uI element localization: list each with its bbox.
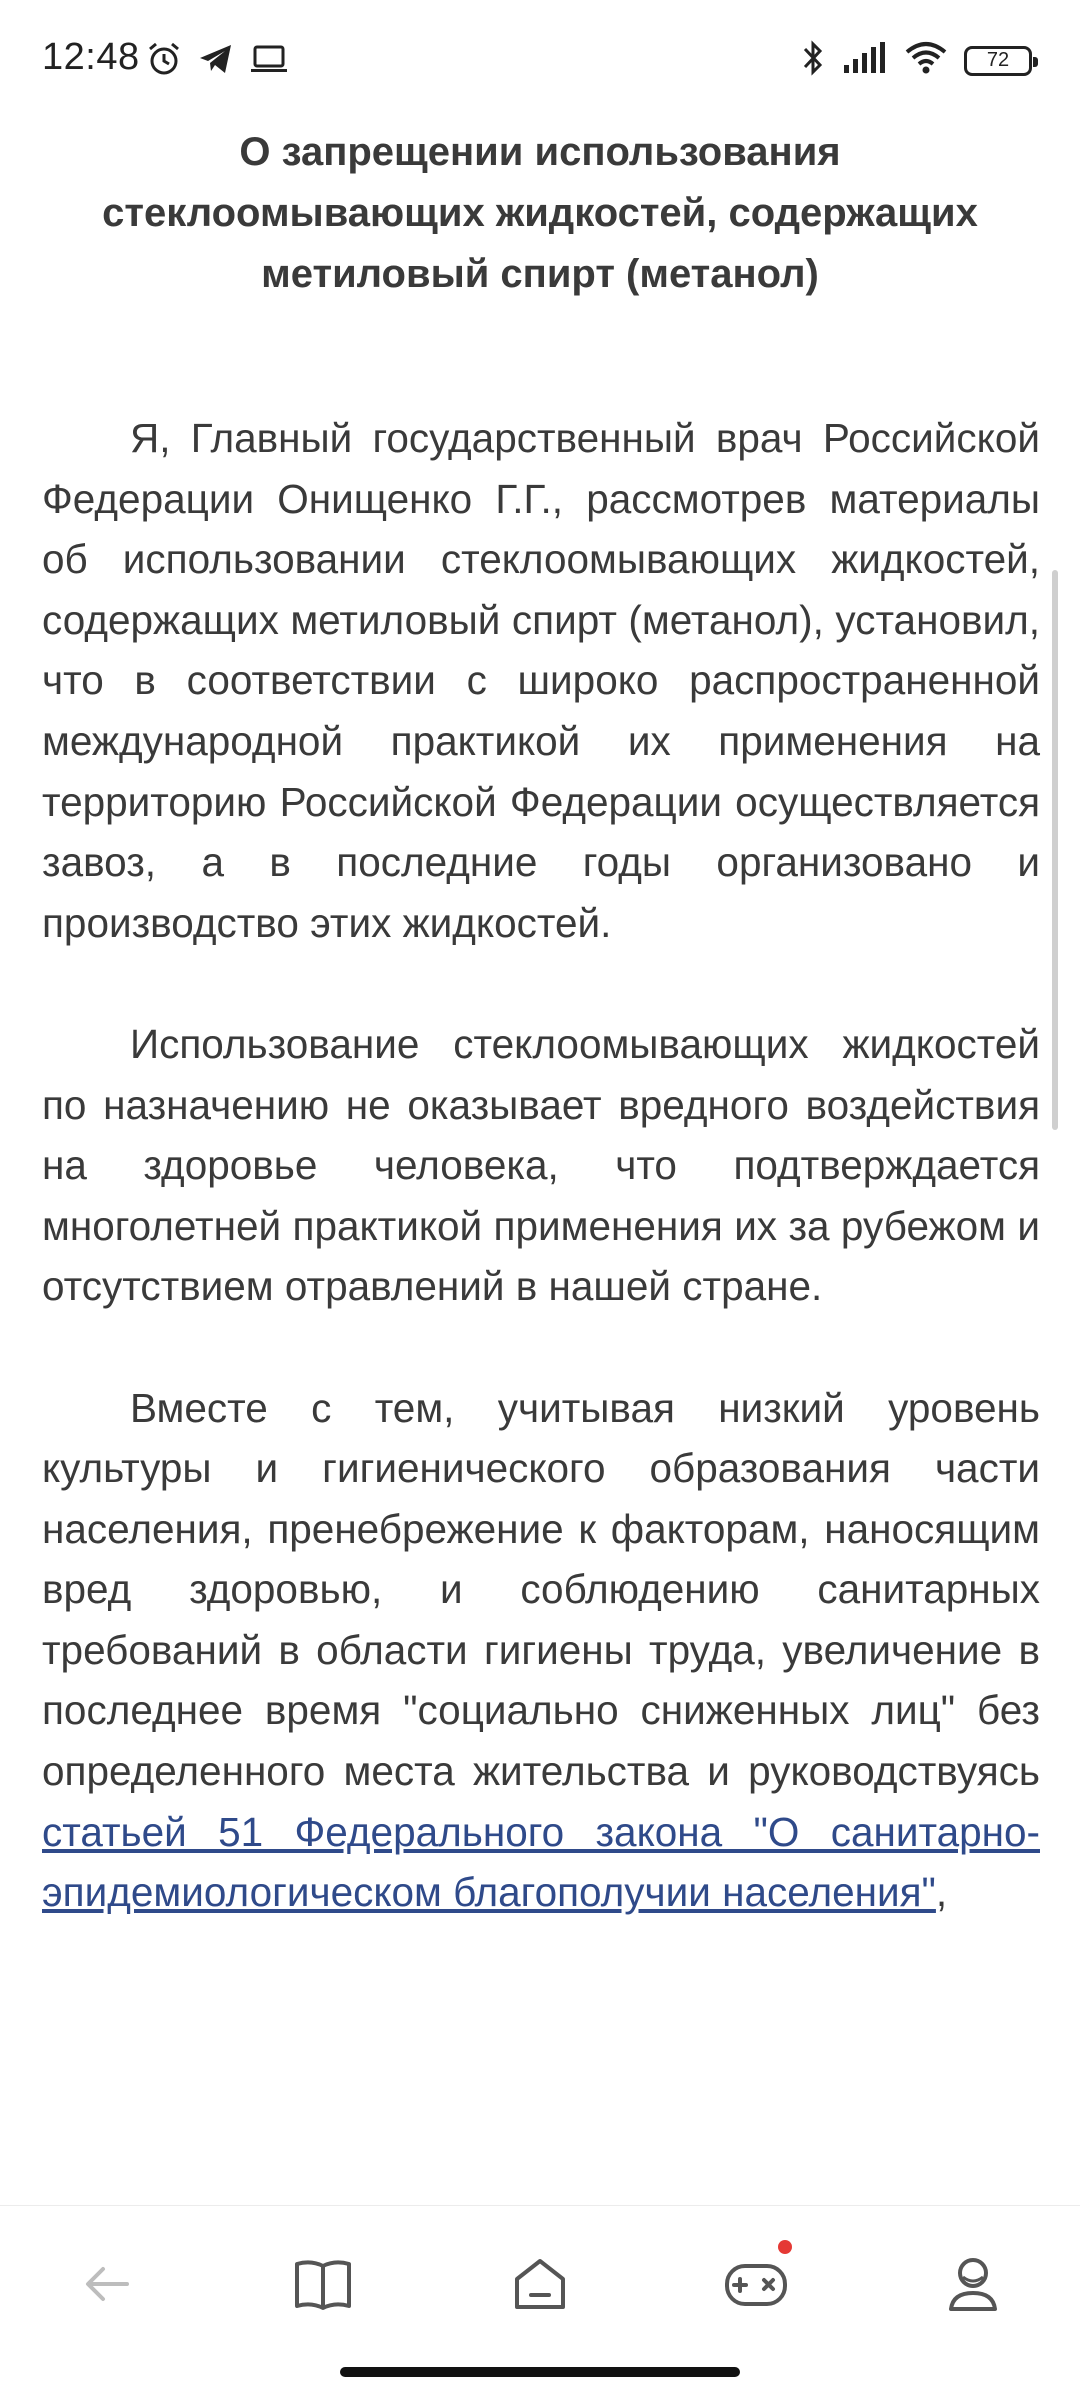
telegram-icon	[197, 41, 235, 82]
wifi-icon	[904, 41, 948, 80]
gamepad-icon	[723, 2256, 789, 2317]
book-icon	[291, 2254, 355, 2319]
back-button[interactable]	[67, 2246, 147, 2326]
home-icon	[509, 2253, 571, 2320]
paragraph-2: Использование стеклоомывающих жидкостей по назначению не оказывает вредного воздействия на здоровье человека, что подтверждается многолетней практикой применения их за рубежом и отсутствием отравлений в нашей стране.	[42, 1020, 1040, 1310]
document-title: О запрещении использования стеклоомывающих жидкостей, содержащих метиловый спирт (метанол)	[102, 130, 978, 296]
paragraph-3-tail: ,	[935, 1869, 948, 1916]
status-time: 12:48	[42, 36, 140, 78]
battery-icon	[964, 46, 1032, 76]
status-icons-right	[800, 38, 1032, 83]
profile-button[interactable]	[933, 2246, 1013, 2326]
status-bar	[0, 0, 1080, 120]
home-indicator[interactable]	[340, 2367, 740, 2377]
home-button[interactable]	[500, 2246, 580, 2326]
profile-icon	[943, 2253, 1003, 2320]
paragraph-3-text: Вместе с тем, учитывая низкий уровень культуры и гигиенического образования части населения, пренебрежение к факторам, наносящим вред здоровью, и соблюдению санитарных требований в области гигиены труда, увеличение в последнее время "социально сниженных лиц" без определенного места жительства и руководствуясь	[42, 1384, 1040, 1795]
status-icons-left	[145, 40, 289, 83]
back-icon	[77, 2254, 137, 2319]
signal-icon	[842, 41, 888, 80]
paragraph-3	[42, 1378, 1040, 1923]
bluetooth-icon	[800, 38, 826, 83]
notification-dot	[778, 2240, 792, 2254]
laptop-icon	[249, 42, 289, 81]
law-article-link[interactable]: статьей 51 Федерального закона "О санитарно-эпидемиологическом благополучии населения"	[42, 1808, 1040, 1916]
scroll-indicator[interactable]	[1052, 570, 1058, 1130]
battery-level: 72	[986, 49, 1010, 71]
paragraph-1: Я, Главный государственный врач Российской Федерации Онищенко Г.Г., рассмотрев материалы об использовании стеклоомывающих жидкостей, содержащих метиловый спирт (метанол), установил, что в соответствии с широко распространенной международной практикой их применения на территорию Российской Федерации осуществляется завоз, а в последние годы организовано и производство этих жидкостей.	[42, 415, 1040, 946]
alarm-icon	[145, 40, 183, 83]
document-body	[42, 408, 1040, 1983]
library-button[interactable]	[283, 2246, 363, 2326]
games-button[interactable]	[716, 2246, 796, 2326]
